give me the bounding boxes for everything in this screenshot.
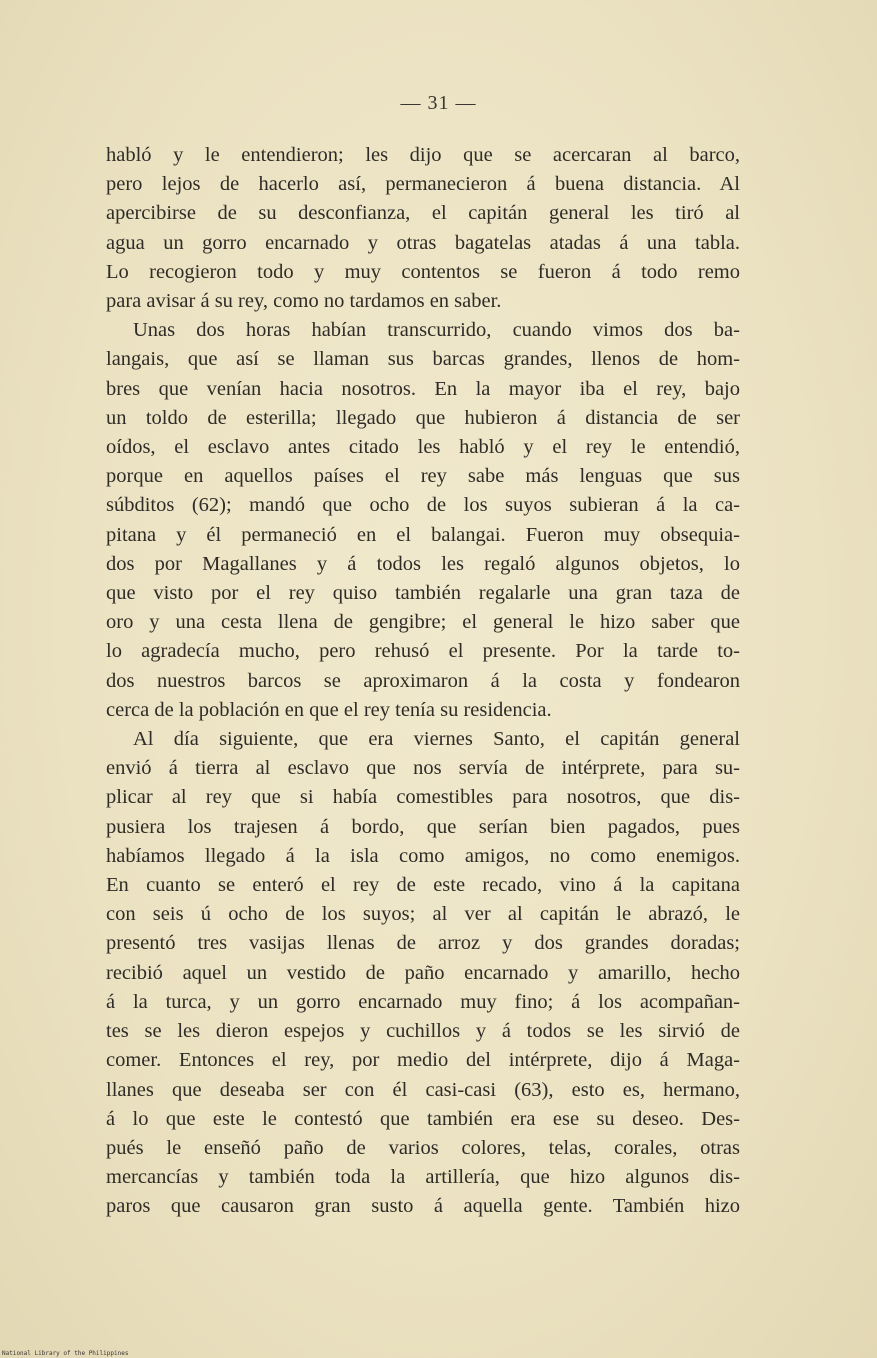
text-line: á lo que este le contestó que también era ese su deseo. Des- — [106, 1107, 740, 1130]
text-line: que visto por el rey quiso también regalarle una gran taza de — [106, 582, 740, 605]
text-line: mercancías y también toda la artillería, que hizo algunos dis- — [106, 1166, 740, 1189]
text-line: pero lejos de hacerlo así, permanecieron á buena distancia. Al — [106, 173, 740, 196]
text-line: plicar al rey que si había comestibles para nosotros, que dis- — [106, 786, 740, 809]
text-line: un toldo de esterilla; llegado que hubieron á distancia de ser — [106, 406, 740, 429]
text-line: langais, que así se llaman sus barcas grandes, llenos de hom- — [106, 348, 740, 371]
text-line: Lo recogieron todo y muy contentos se fueron á todo remo — [106, 260, 740, 283]
text-line: habló y le entendieron; les dijo que se acercaran al barco, — [106, 144, 740, 166]
text-line: envió á tierra al esclavo que nos servía de intérprete, para su- — [106, 757, 740, 780]
text-line: Al día siguiente, que era viernes Santo, el capitán general — [133, 728, 740, 751]
library-footer: National Library of the Philippines — [2, 1350, 129, 1357]
text-line: agua un gorro encarnado y otras bagatelas atadas á una tabla. — [106, 231, 740, 254]
text-line: pués le enseñó paño de varios colores, telas, corales, otras — [106, 1136, 740, 1159]
text-line: recibió aquel un vestido de paño encarnado y amarillo, hecho — [106, 961, 740, 984]
text-line: En cuanto se enteró el rey de este recado, vino á la capitana — [106, 874, 740, 897]
page-number: — 31 — — [400, 92, 477, 114]
text-line: pusiera los trajesen á bordo, que serían bien pagados, pues — [106, 815, 740, 838]
text-line: con seis ú ocho de los suyos; al ver al capitán le abrazó, le — [106, 903, 740, 926]
text-line: Unas dos horas habían transcurrido, cuando vimos dos ba- — [133, 319, 740, 342]
text-line: comer. Entonces el rey, por medio del intérprete, dijo á Maga- — [106, 1049, 740, 1072]
text-line: lo agradecía mucho, pero rehusó el presente. Por la tarde to- — [106, 640, 740, 663]
text-line: oro y una cesta llena de gengibre; el general le hizo saber que — [106, 611, 740, 634]
text-line: oídos, el esclavo antes citado les habló y el rey le entendió, — [106, 436, 740, 459]
text-line: paros que causaron gran susto á aquella gente. También hizo — [106, 1195, 740, 1218]
body-text — [106, 141, 740, 1222]
text-line: porque en aquellos países el rey sabe más lenguas que sus — [106, 465, 740, 488]
text-line: dos nuestros barcos se aproximaron á la costa y fondearon — [106, 669, 740, 692]
text-line: presentó tres vasijas llenas de arroz y dos grandes doradas; — [106, 932, 740, 955]
text-line: á la turca, y un gorro encarnado muy fino; á los acompañan- — [106, 990, 740, 1013]
text-line: pitana y él permaneció en el balangai. Fueron muy obsequia- — [106, 523, 740, 546]
text-line: cerca de la población en que el rey tenía su residencia. — [106, 698, 552, 721]
text-line: súbditos (62); mandó que ocho de los suyos subieran á la ca- — [106, 494, 740, 517]
text-line: bres que venían hacia nosotros. En la mayor iba el rey, bajo — [106, 377, 740, 400]
text-line: para avisar á su rey, como no tardamos en saber. — [106, 290, 502, 313]
text-line: habíamos llegado á la isla como amigos, no como enemigos. — [106, 844, 740, 867]
text-line: apercibirse de su desconfianza, el capitán general les tiró al — [106, 202, 740, 225]
text-line: tes se les dieron espejos y cuchillos y á todos se les sirvió de — [106, 1020, 740, 1043]
text-line: dos por Magallanes y á todos les regaló algunos objetos, lo — [106, 552, 740, 575]
text-line: llanes que deseaba ser con él casi-casi (63), esto es, hermano, — [106, 1078, 740, 1101]
